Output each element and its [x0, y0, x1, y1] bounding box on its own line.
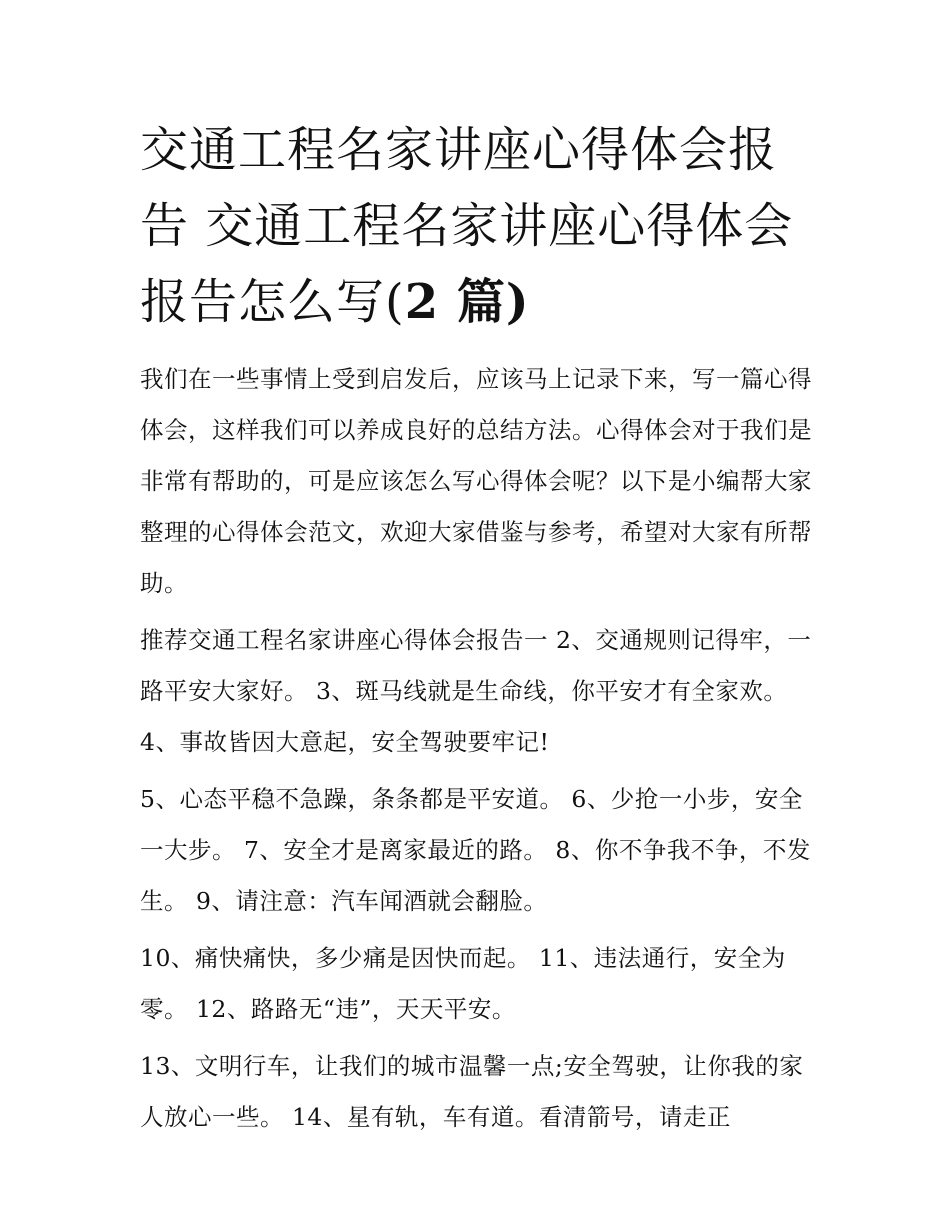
- document-title: [140, 112, 820, 340]
- title-count: 2 篇: [404, 274, 506, 330]
- document-content: [140, 112, 820, 1149]
- title-close: ): [505, 274, 530, 330]
- body-paragraph: 10、痛快痛快，多少痛是因快而起。 11、违法通行，安全为零。 12、路路无“违”，天天平安。: [140, 944, 786, 1023]
- intro-paragraph: 我们在一些事情上受到启发后，应该马上记录下来，写一篇心得体会，这样我们可以养成良好的总结方法。心得体会对于我们是非常有帮助的，可是应该怎么写心得体会呢？以下是小编帮大家整理的心得体会范文，欢迎大家借鉴与参考，希望对大家有所帮助。: [140, 365, 812, 597]
- title-main: 交通工程名家讲座心得体会报告 交通工程名家讲座心得体会报告怎么写(: [140, 122, 794, 330]
- body-paragraph: 5、心态平稳不急躁，条条都是平安道。 6、少抢一小步，安全一大步。 7、安全才是离家最近的路。 8、你不争我不争，不发生。 9、请注意：汽车闻酒就会翻脸。: [140, 785, 811, 915]
- body-paragraph: 推荐交通工程名家讲座心得体会报告一 2、交通规则记得牢，一路平安大家好。 3、斑马线就是生命线，你平安才有全家欢。 4、事故皆因大意起，安全驾驶要牢记!: [140, 626, 812, 756]
- body-paragraph: 13、文明行车，让我们的城市温馨一点;安全驾驶，让你我的家人放心一些。 14、星有轨，车有道。看清箭号，请走正: [140, 1052, 804, 1131]
